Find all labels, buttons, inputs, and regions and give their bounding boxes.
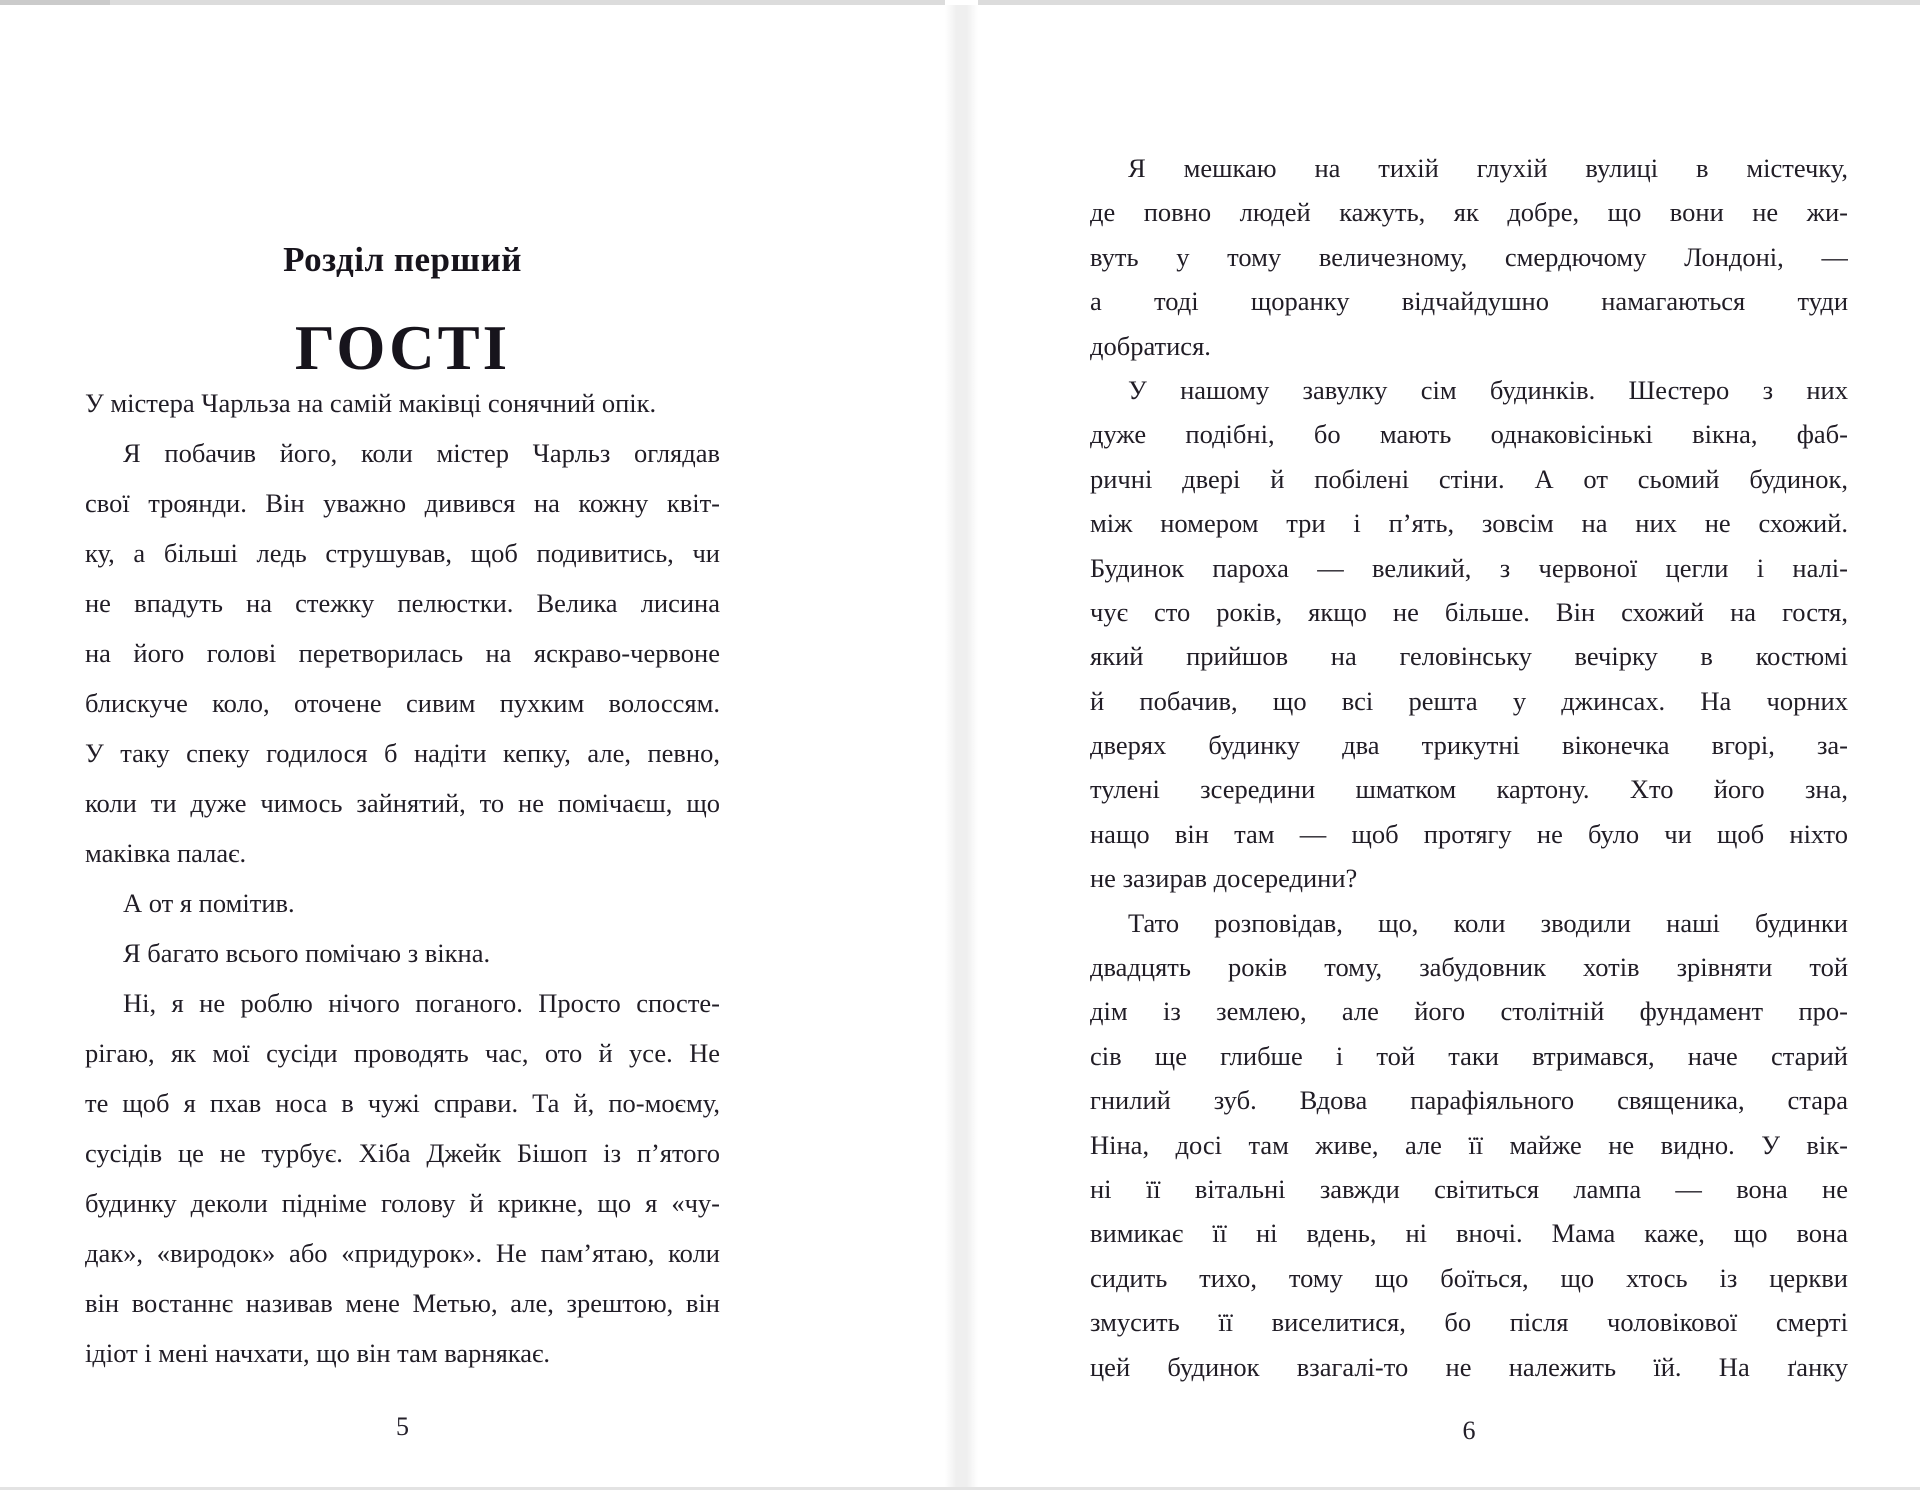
text-line: двадцять років тому, забудовник хотів зрівняти той — [1090, 952, 1848, 983]
text-line: ричні двері й побілені стіни. А от сьомий будинок, — [1090, 463, 1848, 494]
text-line: вимикає її ні вдень, ні вночі. Мама каже, що вона — [1090, 1218, 1848, 1249]
text-line: не впадуть на стежку пелюстки. Велика лисина — [85, 588, 720, 618]
text-line: дім із землею, але його столітній фундамент про- — [1090, 996, 1848, 1027]
text-line: дак», «виродок» або «придурок». Не пам’ятаю, коли — [85, 1238, 720, 1268]
text-line: блискуче коло, оточене сивим пухким волоссям. — [85, 688, 720, 718]
page-number-right: 6 — [1462, 1416, 1476, 1445]
text-line: який прийшов на геловінську вечірку в костюмі — [1090, 641, 1848, 672]
text-line: будинку деколи підніме голову й крикне, що я «чу- — [85, 1188, 720, 1218]
page-right — [1090, 0, 1848, 1490]
text-line: маківка палає. — [85, 838, 247, 868]
text-line: змусить її виселитися, бо після чоловікової смерті — [1090, 1307, 1848, 1338]
text-line: ідіот і мені начхати, що він там варнякає. — [85, 1338, 551, 1368]
text-line: Я мешкаю на тихій глухій вулиці в містечку, — [1128, 153, 1848, 183]
text-line: вуть у тому величезному, смердючому Лондоні, — — [1090, 241, 1848, 272]
text-line: сів ще глибше і той таки втримався, наче старий — [1090, 1040, 1848, 1071]
text-line: Я багато всього помічаю з вікна. — [123, 938, 491, 968]
text-line: Будинок пароха — великий, з червоної цегли і налі- — [1090, 552, 1848, 583]
text-line: У нашому завулку сім будинків. Шестеро з них — [1128, 374, 1848, 405]
text-line: свої троянди. Він уважно дивився на кожну квіт- — [85, 488, 720, 518]
text-line: де повно людей кажуть, як добре, що вони не жи- — [1090, 197, 1848, 228]
text-line: сидить тихо, тому що боїться, що хтось із церкви — [1090, 1262, 1848, 1293]
page-body-text — [1090, 146, 1848, 1389]
text-line: сусідів це не турбує. Хіба Джейк Бішоп із п’ятого — [85, 1138, 720, 1168]
text-line: між номером три і п’ять, зовсім на них не схожий. — [1090, 508, 1848, 539]
page-gutter-seam — [945, 5, 978, 1490]
text-line: Ні, я не роблю нічого поганого. Просто спосте- — [123, 988, 720, 1018]
text-line: тулені зсередини шматком картону. Хто його зна, — [1090, 774, 1848, 805]
text-line: А от я помітив. — [123, 888, 295, 918]
page-body-text — [85, 378, 720, 1378]
text-line: Ніна, досі там живе, але її майже не видно. У вік- — [1090, 1129, 1848, 1160]
text-line: дуже подібні, бо мають однаковісінькі вікна, фаб- — [1090, 419, 1848, 450]
page-left — [85, 0, 720, 1490]
text-line: на його голові перетворилась на яскраво-червоне — [85, 638, 720, 668]
text-line: не зазирав досередини? — [1090, 863, 1358, 894]
text-line: Тато розповідав, що, коли зводили наші будинки — [1128, 907, 1848, 938]
text-line: дверях будинку два трикутні віконечка вгорі, за- — [1090, 730, 1848, 761]
text-line: рігаю, як мої сусіди проводять час, ото й усе. Не — [85, 1038, 720, 1068]
text-line: У містера Чарльза на самій маківці сонячний опік. — [85, 388, 657, 418]
chapter-kicker: Розділ перший — [283, 240, 522, 279]
text-line: те щоб я пхав носа в чужі справи. Та й, по-моєму, — [85, 1088, 720, 1118]
text-line: Я побачив його, коли містер Чарльз оглядав — [123, 438, 720, 468]
text-line: гнилий зуб. Вдова парафіяльного священика, стара — [1090, 1085, 1848, 1116]
text-line: нащо він там — щоб протягу не було чи щоб ніхто — [1090, 818, 1848, 849]
text-line: цей будинок взагалі-то не належить їй. На ґанку — [1090, 1351, 1848, 1382]
text-line: коли ти дуже чимось зайнятий, то не помічаєш, що — [85, 788, 720, 818]
text-line: У таку спеку годилося б надіти кепку, але, певно, — [85, 738, 720, 768]
text-line: він востаннє називав мене Метью, але, зрештою, він — [85, 1288, 720, 1318]
text-line: ні її вітальні завжди світиться лампа — вона не — [1090, 1173, 1848, 1204]
text-line: добратися. — [1090, 330, 1211, 361]
text-line: чує сто років, якщо не більше. Він схожий на гостя, — [1090, 596, 1848, 627]
chapter-heading — [85, 240, 720, 385]
text-line: ку, а більші ледь струшував, щоб подивитись, чи — [85, 538, 720, 568]
page-number-left: 5 — [396, 1412, 409, 1441]
chapter-title: ГОСТІ — [294, 313, 511, 383]
text-line: й побачив, що всі решта у джинсах. На чорних — [1090, 685, 1848, 716]
text-line: а тоді щоранку відчайдушно намагаються туди — [1090, 286, 1848, 317]
